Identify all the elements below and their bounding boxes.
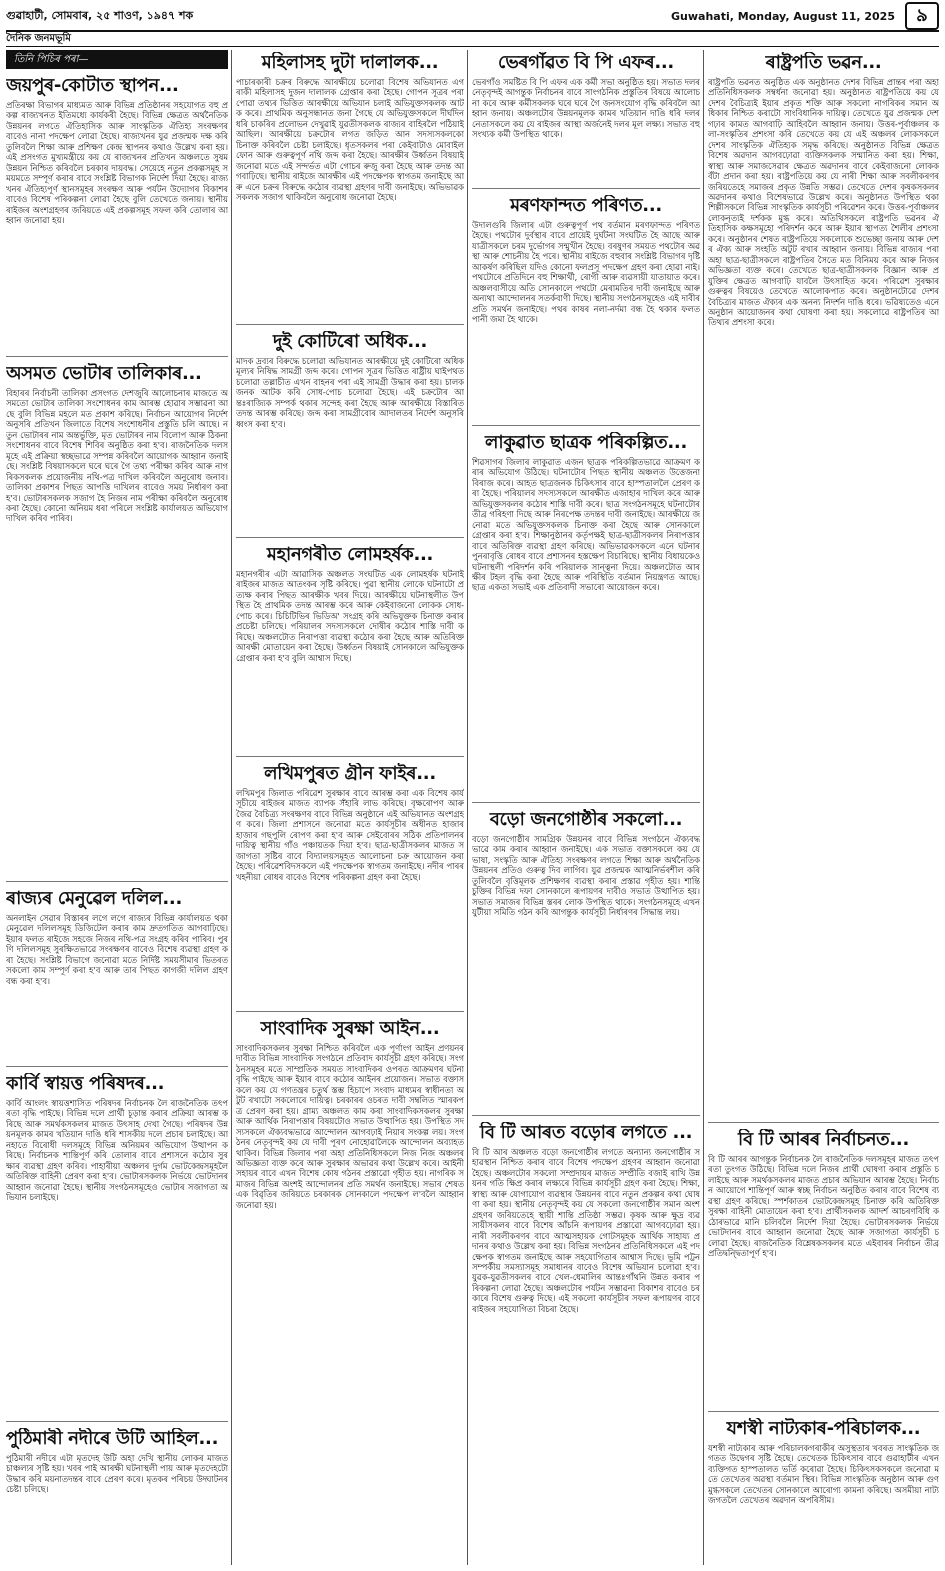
masthead-right	[671, 2, 939, 30]
masthead	[6, 4, 939, 28]
article-karbi-council	[6, 1071, 228, 1422]
article-body: উদালগুৰি জিলাৰ এটা গুৰুত্বপূৰ্ণ পথ বৰ্তমান মৰণফান্দত পৰিণত হৈছে। পথটোৰ দুৰ্বস্থাৰ বাবে প্ৰায়েই দুৰ্ঘটনা সংঘটিত হৈ আছে আৰু যাত্ৰীসকলে চৰম দুৰ্ভোগৰ সন্মুখীন হৈছে। বৰষুণৰ সময়ত পথটোৰ অৱস্থা আৰু শোচনীয় হৈ পৰে। স্থানীয় ৰাইজে বহুবাৰ সংশ্লিষ্ট বিভাগৰ দৃষ্টি আকৰ্ষণ কৰিছিল যদিও কোনো ফলপ্ৰসূ পদক্ষেপ গ্ৰহণ কৰা হোৱা নাই। পথটোৰে প্ৰতিদিনে বহু শিক্ষাৰ্থী, ৰোগী আৰু ব্যৱসায়ী যাতায়াত কৰে। অঞ্চলবাসীয়ে অতি সোনকালে পথটো মেৰামতিৰ দাবী জনাইছে আৰু অন্যথা আন্দোলনৰ সতৰ্কবাণী দিছে। স্থানীয় সংগঠনসমূহেও এই দাবীৰ প্ৰতি সমৰ্থন জনাইছে। পথৰ কাষৰ নলা-নৰ্দমা বন্ধ হৈ থকাৰ ফলত পানী জমা হৈ থাকে।	[472, 220, 700, 325]
headline: মহানগৰীত লোমহৰ্ষক...	[266, 544, 434, 565]
headline: ৰাজ্যৰ মেনুৱেল দলিল...	[6, 888, 183, 909]
column-3	[472, 50, 700, 1565]
article-body: যশস্বী নাট্যকাৰ আৰু পৰিচালকগৰাকীৰ অসুস্থতাৰ খবৰত সাংস্কৃতিক জগতত উদ্বেগৰ সৃষ্টি হৈছে। তেখেতক চিকিৎসাৰ বাবে গুৱাহাটীৰ এখন ব্যক্তিগত হাস্পতালত ভৰ্তি কৰোৱা হৈছে। চিকিৎসকসকলে জনোৱা মতে তেখেতৰ অৱস্থা বৰ্তমান স্থিৰ। বিভিন্ন সাংস্কৃতিক অনুষ্ঠান আৰু গুণমুগ্ধসকলে তেখেতৰ সোনকালে আৰোগ্য কামনা কৰিছে। অসমীয়া নাট্য জগতলৈ তেখেতৰ অৱদান অপৰিসীম।	[708, 1443, 939, 1506]
headline: জয়পুৰ-কোটাত স্থাপন...	[6, 75, 179, 96]
article-bpf-bhergaon	[472, 50, 700, 189]
article-body: শিৱসাগৰ জিলাৰ লাকুৱাত এজন ছাত্ৰক পৰিকল্পিতভাৱে আক্ৰমণ কৰাৰ অভিযোগ উঠিছে। ঘটনাটোৰ পিছত স্থানীয় অঞ্চলত উত্তেজনা বিৰাজ কৰে। আহত ছাত্ৰজনক চিকিৎসাৰ বাবে হাস্পতাললৈ প্ৰেৰণ কৰা হৈছে। পৰিয়ালৰ সদস্যসকলে আৰক্ষীত এজাহাৰ দাখিল কৰে আৰু অভিযুক্তসকলৰ কঠোৰ শাস্তি দাবী কৰে। ছাত্ৰ সংগঠনসমূহে ঘটনাটোৰ তীব্ৰ গৰিহণা দিছে আৰু নিৰপেক্ষ তদন্তৰ দাবী জনাইছে। আৰক্ষীয়ে জনোৱা মতে অভিযুক্তসকলক চিনাক্ত কৰা হৈছে আৰু সোনকালে গ্ৰেপ্তাৰ কৰা হ'ব। শিক্ষানুষ্ঠানৰ কৰ্তৃপক্ষই ছাত্ৰ-ছাত্ৰীসকলৰ নিৰাপত্তাৰ বাবে অতিৰিক্ত ব্যৱস্থা গ্ৰহণ কৰিছে। অভিভাৱকসকলে এনে ঘটনাৰ পুনৰাবৃত্তি ৰোধৰ বাবে প্ৰশাসনৰ হস্তক্ষেপ বিচাৰিছে। স্থানীয় বিধায়কেও ঘটনাস্থলী পৰিদৰ্শন কৰি পৰিয়ালক সান্ত্বনা দিয়ে। অঞ্চলটোত আৰক্ষীৰ টহল বৃদ্ধি কৰা হৈছে আৰু পৰিস্থিতি বৰ্তমান নিয়ন্ত্ৰণত আছে। ছাত্ৰ একতা সভাই এক প্ৰতিবাদী সভাৰো আয়োজন কৰে।	[472, 457, 700, 593]
article-body: প্ৰতিৰক্ষা বিভাগৰ মাধ্যমত আৰু বিভিন্ন প্ৰতিষ্ঠানৰ সহযোগত বহু প্ৰকল্প ৰাজ্যখনত ইতিমধ্যে কাৰ্যকৰী হৈছে। বিভিন্ন ক্ষেত্ৰত অৰ্থনৈতিক উন্নয়নৰ লগতে ঐতিহাসিক আৰু সাংস্কৃতিক ঐতিহ্য সংৰক্ষণৰ বাবেও নানা পদক্ষেপ লোৱা হৈছে। ৰাজ্যখনৰ যুৱ প্ৰজন্মক দক্ষ কৰি তুলিবলৈ শিক্ষা আৰু প্ৰশিক্ষণ কেন্দ্ৰ স্থাপনৰ কথাও উল্লেখ কৰা হয়। এই প্ৰসংগত মুখ্যমন্ত্ৰীয়ে কয় যে ৰাজ্যখনৰ প্ৰতিখন অঞ্চলতে সুষম উন্নয়ন নিশ্চিত কৰিবলৈ চৰকাৰ দায়বদ্ধ। সেয়েহে নতুন প্ৰকল্পসমূহ সময়মতে সম্পূৰ্ণ কৰাৰ বাবে সংশ্লিষ্ট বিভাগক নিৰ্দেশ দিয়া হৈছে। ৰাজ্যখনৰ ঐতিহ্যপূৰ্ণ স্থানসমূহৰ সংৰক্ষণ আৰু পৰ্যটন উদ্যোগৰ বিকাশৰ বাবেও বিশেষ পৰিকল্পনা লোৱা হৈছে বুলি তেখেতে জনায়। স্থানীয় ৰাইজৰ অংশগ্ৰহণৰ জৰিয়তে এই প্ৰকল্পসমূহ সফল কৰি তোলাৰ আহ্বান জনোৱা হয়।	[6, 100, 228, 225]
article-playwright	[708, 1416, 939, 1556]
article-puthimari-river	[6, 1426, 228, 1518]
article-body: বি টি আৰৰ আগন্তুক নিৰ্বাচনক লৈ ৰাজনৈতিক দলসমূহৰ মাজত তৎপৰতা তুংগত উঠিছে। বিভিন্ন দলে নিজৰ প্ৰাৰ্থী ঘোষণা কৰাৰ প্ৰস্তুতি চলাইছে আৰু সমৰ্থকসকলৰ মাজত প্ৰচাৰ অভিযান আৰম্ভ হৈছে। নিৰ্বাচন আয়োগে শান্তিপূৰ্ণ আৰু স্বচ্ছ নিৰ্বাচন অনুষ্ঠিত কৰাৰ বাবে বিশেষ ব্যৱস্থা গ্ৰহণ কৰিছে। স্পৰ্শকাতৰ ভোটকেন্দ্ৰসমূহ চিনাক্ত কৰি অতিৰিক্ত সুৰক্ষা বাহিনী মোতায়েন কৰা হ'ব। প্ৰাৰ্থীসকলক আদৰ্শ আচৰণবিধি কঠোৰভাৱে মানি চলিবলৈ নিৰ্দেশ দিয়া হৈছে। ভোটাৰসকলক নিৰ্ভয়ে ভোটদানৰ বাবে আহ্বান জনোৱা হৈছে আৰু সজাগতা কাৰ্যসূচী চলোৱা হৈছে। ৰাজনৈতিক বিশ্লেষকসকলৰ মতে এইবাৰৰ নিৰ্বাচন তীব্ৰ প্ৰতিদ্বন্দ্বিতাপূৰ্ণ হ'ব।	[708, 1154, 939, 1259]
article-body: অনলাইন সেৱাৰ বিস্তাৰৰ লগে লগে ৰাজ্যৰ বিভিন্ন কাৰ্যালয়ত থকা মেনুৱেল দলিলসমূহ ডিজিটেল কৰাৰ কাম দ্ৰুতগতিত আগবাঢ়িছে। ইয়াৰ ফলত ৰাইজে সহজে নিজৰ নথি-পত্ৰ সংগ্ৰহ কৰিব পাৰিব। পুৰণি দলিলসমূহ সুৰক্ষিতভাৱে সংৰক্ষণৰ বাবেও বিশেষ ব্যৱস্থা গ্ৰহণ কৰা হৈছে। সংশ্লিষ্ট বিভাগে জনোৱা মতে নিৰ্দিষ্ট সময়সীমাৰ ভিতৰত সকলো কাম সম্পূৰ্ণ কৰা হ'ব আৰু তাৰ পিছত কাগজী দলিল গ্ৰহণ বন্ধ কৰা হ'ব।	[6, 913, 228, 986]
headline: সাংবাদিক সুৰক্ষা আইন...	[260, 1018, 440, 1039]
article-traffickers	[236, 50, 464, 325]
column-4	[708, 50, 939, 1565]
headline: অসমত ভোটাৰ তালিকাৰ...	[6, 363, 202, 384]
article-body: মাদক দ্ৰব্যৰ বিৰুদ্ধে চলোৱা অভিযানত আৰক্ষীয়ে দুই কোটিৰো অধিক মূল্যৰ নিষিদ্ধ সামগ্ৰী জব্দ কৰে। গোপন সূত্ৰৰ ভিত্তিত ৰাষ্ট্ৰীয় ঘাইপথত চলোৱা তল্লাচীত এখন বাহনৰ পৰা এই সামগ্ৰী উদ্ধাৰ কৰা হয়। চালকজনক আটক কৰি সোধ-পোচ চলোৱা হৈছে। এই চক্ৰটোৰ আন্তঃৰাজ্যিক সম্পৰ্ক থকাৰ সন্দেহ কৰা হৈছে আৰু আৰক্ষীয়ে বিস্তাৰিত তদন্ত আৰম্ভ কৰিছে। জব্দ কৰা সামগ্ৰীবোৰ আদালতৰ নিৰ্দেশ অনুসৰি ধ্বংস কৰা হ'ব।	[236, 356, 464, 429]
column-divider	[231, 50, 232, 1565]
column-divider	[703, 50, 704, 1565]
headline: পুঠিমাৰী নদীৰে উটি আহিল...	[6, 1428, 219, 1449]
headline: দুই কোটিৰো অধিক...	[272, 331, 428, 352]
article-lakuwa-student	[472, 430, 700, 803]
headline: ৰাষ্ট্ৰপতি ভৱন...	[765, 52, 882, 73]
article-journalist-protection	[236, 1016, 464, 1565]
date-assamese: গুৱাহাটী, সোমবাৰ, ২৫ শাওণ, ১৯৪৭ শক	[6, 8, 194, 22]
article-body: লখিমপুৰ জিলাত পৰিৱেশ সুৰক্ষাৰ বাবে আৰম্ভ কৰা এক বিশেষ কাৰ্যসূচীয়ে ৰাইজৰ মাজত ব্যাপক সঁহাৰি লাভ কৰিছে। বৃক্ষৰোপণ আৰু জৈৱ বৈচিত্ৰ্য সংৰক্ষণৰ বাবে বিভিন্ন অনুষ্ঠানে এই অভিযানত অংশগ্ৰহণ কৰে। জিলা প্ৰশাসনে জনোৱা মতে কাৰ্যসূচীৰ অধীনত হাজাৰ হাজাৰ গছপুলি ৰোপণ কৰা হ'ব আৰু সেইবোৰৰ সঠিক প্ৰতিপালনৰ দায়িত্ব স্থানীয় গাঁও পঞ্চায়তক দিয়া হ'ব। ছাত্ৰ-ছাত্ৰীসকলৰ মাজত সজাগতা সৃষ্টিৰ বাবে বিদ্যালয়সমূহত আলোচনা চক্ৰ আয়োজন কৰা হৈছে। পৰিৱেশবিদসকলে এই পদক্ষেপক স্বাগতম জনাইছে। নদীৰ পাৰৰ খহনীয়া ৰোধৰ বাবেও বিশেষ পৰিকল্পনা গ্ৰহণ কৰা হৈছে।	[236, 788, 464, 882]
headline: লখিমপুৰত গ্ৰীন ফাইৰ...	[264, 763, 436, 784]
article-body: বিহাৰৰ নিৰ্বাচনী তালিকা প্ৰসংগত দেশজুৰি আলোচনাৰ মাজতে অসমতো ভোটাৰ তালিকা সংশোধনৰ কাম আৰম্ভ হোৱাৰ সম্ভাৱনা আছে বুলি বিভিন্ন মহলে মত প্ৰকাশ কৰিছে। নিৰ্বাচন আয়োগৰ নিৰ্দেশ অনুসৰি প্ৰতিখন জিলাতে বিশেষ সংশোধনীৰ প্ৰস্তুতি চলি আছে। নতুন ভোটাৰৰ নাম অন্তৰ্ভুক্তি, মৃত ভোটাৰৰ নাম বিলোপ আৰু ঠিকনা সংশোধনৰ বাবে বিশেষ শিবিৰ অনুষ্ঠিত কৰা হ'ব। ৰাজনৈতিক দলসমূহে এই প্ৰক্ৰিয়া স্বচ্ছভাৱে সম্পন্ন কৰিবলৈ আয়োগক আহ্বান জনাইছে। সংশ্লিষ্ট বিষয়াসকলে ঘৰে ঘৰে গৈ তথ্য পৰীক্ষা কৰিব আৰু নাগৰিকসকলক প্ৰয়োজনীয় নথি-পত্ৰ দাখিল কৰিবলৈ অনুৰোধ জনাব। তালিকা প্ৰকাশৰ পিছত আপত্তি দাখিলৰ বাবেও সময় নিৰ্ধাৰণ কৰা হ'ব। ভোটাৰসকলক সজাগ হৈ নিজৰ নাম পৰীক্ষা কৰিবলৈ অনুৰোধ কৰা হৈছে। কোনো অনিয়ম ধৰা পৰিলে সংশ্লিষ্ট কাৰ্যালয়ত অভিযোগ দাখিল কৰিব পাৰিব।	[6, 388, 228, 524]
headline: যশস্বী নাট্যকাৰ-পৰিচালক...	[726, 1418, 921, 1439]
section-banner: তিনি পিচিৰ পৰা—	[6, 50, 228, 69]
article-btr-election	[708, 1127, 939, 1412]
article-body: ৰাষ্ট্ৰপতি ভৱনত অনুষ্ঠিত এক অনুষ্ঠানত দেশৰ বিভিন্ন প্ৰান্তৰ পৰা অহা প্ৰতিনিধিসকলক সম্বৰ্ধনা জনোৱা হয়। অনুষ্ঠানত ৰাষ্ট্ৰপতিয়ে কয় যে দেশৰ বৈচিত্ৰ্যই ইয়াৰ প্ৰকৃত শক্তি আৰু সকলো নাগৰিকৰ সমান অধিকাৰ নিশ্চিত কৰাটো সাংবিধানিক দায়িত্ব। তেখেতে যুৱ প্ৰজন্মক দেশ গঢ়াৰ কামত আগবাঢ়ি আহিবলৈ আহ্বান জনায়। উত্তৰ-পূৰ্বাঞ্চলৰ কলা-সংস্কৃতিৰ প্ৰশংসা কৰি তেখেতে কয় যে এই অঞ্চলৰ লোকসকলে দেশৰ সাংস্কৃতিক ঐতিহ্যক সমৃদ্ধ কৰিছে। অনুষ্ঠানত বিভিন্ন ক্ষেত্ৰত বিশেষ অৱদান আগবঢ়োৱা ব্যক্তিসকলক সন্মানিত কৰা হয়। শিক্ষা, স্বাস্থ্য আৰু সমাজসেৱাৰ ক্ষেত্ৰত অৱদানৰ বাবে কেইবাজনো লোকক বঁটা প্ৰদান কৰা হয়। ৰাষ্ট্ৰপতিয়ে কয় যে নাৰী শিক্ষা আৰু সবলীকৰণৰ জৰিয়তেহে সমাজৰ প্ৰকৃত উন্নতি সম্ভৱ। তেখেতে দেশৰ কৃষকসকলৰ অৱদানৰ কথাও বিশেষভাৱে উল্লেখ কৰে। অনুষ্ঠানত উপস্থিত থকা শিল্পীসকলে বিভিন্ন সাংস্কৃতিক কাৰ্যসূচী পৰিৱেশন কৰে। উত্তৰ-পূৰ্বাঞ্চলৰ লোকনৃত্যই দৰ্শকক মুগ্ধ কৰে। অতিথিসকলে ৰাষ্ট্ৰপতি ভৱনৰ ঐতিহাসিক কক্ষসমূহো পৰিদৰ্শন কৰে আৰু ইয়াৰ স্থাপত্য শৈলীৰ প্ৰশংসা কৰে। অনুষ্ঠানৰ শেষত ৰাষ্ট্ৰপতিয়ে সকলোকে শুভেচ্ছা জনায় আৰু দেশৰ ঐক্য আৰু সংহতি অটুট ৰখাৰ আহ্বান জনায়। বিভিন্ন ৰাজ্যৰ পৰা অহা ছাত্ৰ-ছাত্ৰীসকলে ৰাষ্ট্ৰপতিৰ সৈতে মত বিনিময় কৰে আৰু নিজৰ অভিজ্ঞতা ব্যক্ত কৰে। তেখেতে ছাত্ৰ-ছাত্ৰীসকলক বিজ্ঞান আৰু প্ৰযুক্তিৰ ক্ষেত্ৰত আগবাঢ়ি যাবলৈ উৎসাহিত কৰে। পৰিৱেশ সুৰক্ষাৰ গুৰুত্বৰ বিষয়েও তেখেতে আলোকপাত কৰে। অনুষ্ঠানটোৱে দেশৰ বৈচিত্ৰ্যৰ মাজত ঐক্যৰ এক অনন্য নিদৰ্শন দাঙি ধৰে। ভৱিষ্যতেও এনে অনুষ্ঠান আয়োজনৰ কথা ঘোষণা কৰা হয়। সকলোৱে ৰাষ্ট্ৰপতিৰ আতিথ্যৰ প্ৰশংসা কৰে।	[708, 77, 939, 328]
article-bodo-community	[472, 807, 700, 1116]
headline: কাৰ্বি স্বায়ত্ত পৰিষদৰ...	[6, 1073, 165, 1094]
article-body: ভেৰগাঁও সমষ্টিত বি পি এফৰ এক কৰ্মী সভা অনুষ্ঠিত হয়। সভাত দলৰ নেতৃবৃন্দই আগন্তুক নিৰ্বাচনৰ বাবে সাংগঠনিক প্ৰস্তুতিৰ বিষয়ে আলোচনা কৰে আৰু কৰ্মীসকলক ঘৰে ঘৰে গৈ জনসংযোগ বৃদ্ধি কৰিবলৈ আহ্বান জনায়। অঞ্চলটোৰ উন্নয়নমূলক কামৰ খতিয়ান দাঙি ধৰি দলৰ নেতাসকলে কয় যে ৰাইজৰ আস্থা অৰ্জনেই দলৰ মূল লক্ষ্য। সভাত বহু সংখ্যক কৰ্মী উপস্থিত থাকে।	[472, 77, 700, 140]
paper-name-strip	[6, 30, 939, 47]
article-two-crore	[236, 329, 464, 538]
article-death-trap	[472, 193, 700, 426]
paper-name: দৈনিক জনমভূমি	[6, 33, 71, 44]
article-body: মহানগৰীৰ এটা আৱাসিক অঞ্চলত সংঘটিত এক লোমহৰ্ষক ঘটনাই ৰাইজৰ মাজত আতংকৰ সৃষ্টি কৰিছে। পুৱা স্থানীয় লোকে ঘটনাটো প্ৰত্যক্ষ কৰাৰ পিছত আৰক্ষীক খবৰ দিয়ে। আৰক্ষীয়ে ঘটনাস্থলীত উপস্থিত হৈ প্ৰাথমিক তদন্ত আৰম্ভ কৰে আৰু কেইবাজনো লোকক সোধ-পোচ কৰে। চিচিটিভিৰ ভিডিঅ' সংগ্ৰহ কৰি অভিযুক্তক চিনাক্ত কৰাৰ প্ৰচেষ্টা চলিছে। পৰিয়ালৰ সদস্যসকলে দোষীৰ কঠোৰ শাস্তি দাবী কৰিছে। অঞ্চলটোত নিৰাপত্তা ব্যৱস্থা কঠোৰ কৰা হৈছে আৰু অতিৰিক্ত আৰক্ষী মোতায়েন কৰা হৈছে। উৰ্ধ্বতন বিষয়াই সোনকালে অভিযুক্তক গ্ৰেপ্তাৰ কৰা হ'ব বুলি আশ্বাস দিছে।	[236, 569, 464, 663]
article-body: পাচাৰকাৰী চক্ৰৰ বিৰুদ্ধে আৰক্ষীয়ে চলোৱা বিশেষ অভিযানত এগৰাকী মহিলাসহ দুজন দালালক গ্ৰেপ্তাৰ কৰা হৈছে। গোপন সূত্ৰৰ পৰা পোৱা তথ্যৰ ভিত্তিত আৰক্ষীয়ে অভিযান চলাই অভিযুক্তসকলক আটক কৰে। প্ৰাথমিক অনুসন্ধানত জনা গৈছে যে অভিযুক্তসকলে দীৰ্ঘদিন ধৰি চাকৰিৰ প্ৰলোভন দেখুৱাই যুৱতীসকলক ৰাজ্যৰ বাহিৰলৈ পঠিয়াই আছিল। আৰক্ষীয়ে চক্ৰটোৰ লগত জড়িত আন সদস্যসকলকো চিনাক্ত কৰিবলৈ চেষ্টা চলাইছে। ধৃতসকলৰ পৰা কেইবাটাও মোবাইল ফোন আৰু গুৰুত্বপূৰ্ণ নথি জব্দ কৰা হৈছে। আৰক্ষীৰ উৰ্ধ্বতন বিষয়াই জনোৱা মতে এই সন্দৰ্ভত এটা গোচৰ ৰুজু কৰা হৈছে আৰু তদন্ত আগবাঢ়িছে। স্থানীয় ৰাইজে আৰক্ষীৰ এই পদক্ষেপক স্বাগতম জনাইছে আৰু এনে চক্ৰৰ বিৰুদ্ধে কঠোৰ ব্যৱস্থা গ্ৰহণৰ দাবী জনাইছে। অভিভাৱকসকলক সজাগ থাকিবলৈ অনুৰোধ জনোৱা হৈছে।	[236, 77, 464, 202]
article-btr-bodo	[472, 1120, 700, 1560]
headline: মৰণফান্দত পৰিণত...	[510, 195, 662, 216]
headline: ভেৰগাঁৱত বি পি এফৰ...	[498, 52, 674, 73]
article-body: বড়ো জনগোষ্ঠীৰ সামগ্ৰিক উন্নয়নৰ বাবে বিভিন্ন সংগঠনে ঐক্যবদ্ধভাৱে কাম কৰাৰ আহ্বান জনাইছে। এক সভাত বক্তাসকলে কয় যে ভাষা, সংস্কৃতি আৰু ঐতিহ্য সংৰক্ষণৰ লগতে শিক্ষা আৰু অৰ্থনৈতিক উন্নয়নৰ প্ৰতিও গুৰুত্ব দিব লাগিব। যুৱ প্ৰজন্মক আত্মনিৰ্ভৰশীল কৰি তুলিবলৈ বৃত্তিমূলক প্ৰশিক্ষণৰ ব্যৱস্থা কৰাৰ প্ৰস্তাৱ গৃহীত হয়। শান্তি চুক্তিৰ বিভিন্ন দফা সোনকালে ৰূপায়ণৰ দাবীও সভাত উত্থাপিত হয়। সভাত সমাজৰ বিভিন্ন স্তৰৰ লোক উপস্থিত থাকে। সংগঠনসমূহে এখন যুটীয়া সমিতি গঠন কৰি আগন্তুক কাৰ্যসূচী নিৰ্ধাৰণৰ সিদ্ধান্ত লয়।	[472, 834, 700, 918]
column-1	[6, 50, 228, 1565]
article-body: সাংবাদিকসকলৰ সুৰক্ষা নিশ্চিত কৰিবলৈ এক পূৰ্ণাংগ আইন প্ৰণয়নৰ দাবীত বিভিন্ন সাংবাদিক সংগঠনে প্ৰতিবাদ কাৰ্যসূচী গ্ৰহণ কৰিছে। সংগঠনসমূহৰ মতে সাম্প্ৰতিক সময়ত সাংবাদিকৰ ওপৰত আক্ৰমণৰ ঘটনা বৃদ্ধি পাইছে আৰু ইয়াৰ বাবে কঠোৰ আইনৰ প্ৰয়োজন। সভাত বক্তাসকলে কয় যে গণতন্ত্ৰৰ চতুৰ্থ স্তম্ভ হিচাপে সংবাদ মাধ্যমৰ স্বাধীনতা অটুট ৰখাটো সকলোৰে দায়িত্ব। চৰকাৰৰ ওচৰত দাবী সম্বলিত স্মাৰকপত্ৰ প্ৰেৰণ কৰা হয়। গ্ৰাম্য অঞ্চলত কাম কৰা সাংবাদিকসকলৰ সুৰক্ষা আৰু আৰ্থিক নিৰাপত্তাৰ বিষয়টোও সভাত উত্থাপিত হয়। উপস্থিত সদস্যসকলে ঐক্যবদ্ধভাৱে আন্দোলন আগবঢ়াই নিয়াৰ সংকল্প লয়। সংগঠনৰ নেতৃবৃন্দই কয় যে দাবী পূৰণ নোহোৱালৈকে আন্দোলন অব্যাহত থাকিব। বিভিন্ন জিলাৰ পৰা অহা প্ৰতিনিধিসকলে নিজ নিজ অঞ্চলৰ অভিজ্ঞতা ব্যক্ত কৰে আৰু সুৰক্ষাৰ অভাৱৰ কথা উল্লেখ কৰে। আইনী সহায়ৰ বাবে এখন বিশেষ কোষ গঠনৰ প্ৰস্তাৱো গৃহীত হয়। নাগৰিক সমাজৰ বিভিন্ন অংশই আন্দোলনৰ প্ৰতি সমৰ্থন জনাইছে। সভাৰ শেষত এক বিৱৃতিৰ জৰিয়তে চৰকাৰক সোনকালে পদক্ষেপ ল'বলৈ আহ্বান জনোৱা হয়।	[236, 1043, 464, 1210]
article-jaipur	[6, 73, 228, 357]
article-rashtrapati-bhavan	[708, 50, 939, 1123]
article-lakhimpur-green	[236, 761, 464, 1012]
article-body: কাৰ্বি আংলং স্বায়ত্তশাসিত পৰিষদৰ নিৰ্বাচনক লৈ ৰাজনৈতিক তৎপৰতা বৃদ্ধি পাইছে। বিভিন্ন দলে প্ৰাৰ্থী চূড়ান্ত কৰাৰ প্ৰক্ৰিয়া আৰম্ভ কৰিছে আৰু সমৰ্থকসকলৰ মাজত উৎসাহ দেখা গৈছে। পৰিষদৰ উন্নয়নমূলক কামৰ খতিয়ান দাঙি ধৰি শাসকীয় দলে প্ৰচাৰ চলাইছে। আনহাতে বিৰোধী দলসমূহে বিভিন্ন অনিয়মৰ অভিযোগ উত্থাপন কৰিছে। নিৰ্বাচনক শান্তিপূৰ্ণ কৰি তোলাৰ বাবে প্ৰশাসনে কঠোৰ সুৰক্ষাৰ ব্যৱস্থা গ্ৰহণ কৰিব। পাহাৰীয়া অঞ্চলৰ দুৰ্গম ভোটকেন্দ্ৰসমূহলৈ অতিৰিক্ত বাহিনী প্ৰেৰণ কৰা হ'ব। ভোটাৰসকলক নিৰ্ভয়ে ভোটদানৰ আহ্বান জনোৱা হৈছে। স্থানীয় সংগঠনসমূহেও ভোটাৰ সজাগতা অভিযান চলাইছে।	[6, 1098, 228, 1203]
article-manual-documents	[6, 886, 228, 1067]
article-body: পুঠিমাৰী নদীৰে এটা মৃতদেহ উটি অহা দেখি স্থানীয় লোকৰ মাজত চাঞ্চল্যৰ সৃষ্টি হয়। খবৰ পাই আৰক্ষী ঘটনাস্থলী পায় আৰু মৃতদেহটো উদ্ধাৰ কৰি ময়নাতদন্তৰ বাবে প্ৰেৰণ কৰে। মৃতকৰ পৰিচয় উদ্ঘাটনৰ চেষ্টা চলিছে।	[6, 1453, 228, 1495]
headline: মহিলাসহ দুটা দালালক...	[261, 52, 439, 73]
article-city-incident	[236, 542, 464, 757]
article-voter-list	[6, 361, 228, 882]
page-number: ৯	[905, 2, 939, 30]
headline: বড়ো জনগোষ্ঠীৰ সকলো...	[489, 809, 683, 830]
date-english: Guwahati, Monday, August 11, 2025	[671, 9, 895, 23]
column-2	[236, 50, 464, 1565]
article-body: বি টি আৰ অঞ্চলত বড়ো জনগোষ্ঠীৰ লগতে অন্যান্য জনগোষ্ঠীৰ সহাৱস্থান নিশ্চিত কৰাৰ বাবে বিশেষ পদক্ষেপ গ্ৰহণৰ আহ্বান জনোৱা হৈছে। অঞ্চলটোৰ সকলো সম্প্ৰদায়ৰ মাজত সম্প্ৰীতি বজাই ৰাখি উন্নয়নৰ গতি ক্ষিপ্ৰ কৰাৰ লক্ষ্যৰে বিভিন্ন কাৰ্যসূচী গ্ৰহণ কৰা হৈছে। শিক্ষা, স্বাস্থ্য আৰু যোগাযোগ ব্যৱস্থাৰ উন্নয়নৰ বাবে নতুন প্ৰকল্পৰ কথা ঘোষণা কৰা হয়। স্থানীয় নেতৃবৃন্দই কয় যে সকলো জনগোষ্ঠীৰ সমান অংশগ্ৰহণৰ জৰিয়তেহে স্থায়ী শান্তি প্ৰতিষ্ঠা সম্ভৱ। কৃষক আৰু ক্ষুদ্ৰ ব্যৱসায়ীসকলৰ বাবে বিশেষ আঁচনি ৰূপায়ণৰ প্ৰস্তাৱো আগবঢ়োৱা হয়। নাৰী সবলীকৰণৰ বাবে আত্মসহায়ক গোটসমূহক আৰ্থিক সাহায্য প্ৰদানৰ কথাও উল্লেখ কৰা হয়। বিভিন্ন সংগঠনৰ প্ৰতিনিধিসকলে এই পদক্ষেপক স্বাগতম জনাইছে আৰু সহযোগিতাৰ আশ্বাস দিছে। ভূমি পট্টন সম্পৰ্কীয় সমস্যাসমূহ সমাধানৰ বাবেও বিশেষ অভিযান চলোৱা হ'ব। যুৱক-যুৱতীসকলৰ বাবে খেল-ধেমালিৰ আন্তঃগাঁথনি উন্নত কৰাৰ পৰিকল্পনা লোৱা হৈছে। অঞ্চলটোৰ পৰ্যটন সম্ভাৱনা বিকাশৰ বাবেও চৰকাৰে বিশেষ গুৰুত্ব দিছে। এই সকলো কাৰ্যসূচীৰ সফল ৰূপায়ণৰ বাবে ৰাইজৰ সহযোগিতা বিচৰা হৈছে।	[472, 1147, 700, 1314]
headline: বি টি আৰৰ নিৰ্বাচনত...	[738, 1129, 909, 1150]
column-divider	[467, 50, 468, 1565]
headline: বি টি আৰত বড়োৰ লগতে ...	[479, 1122, 693, 1143]
headline: লাকুৱাত ছাত্ৰক পৰিকল্পিত...	[485, 432, 687, 453]
